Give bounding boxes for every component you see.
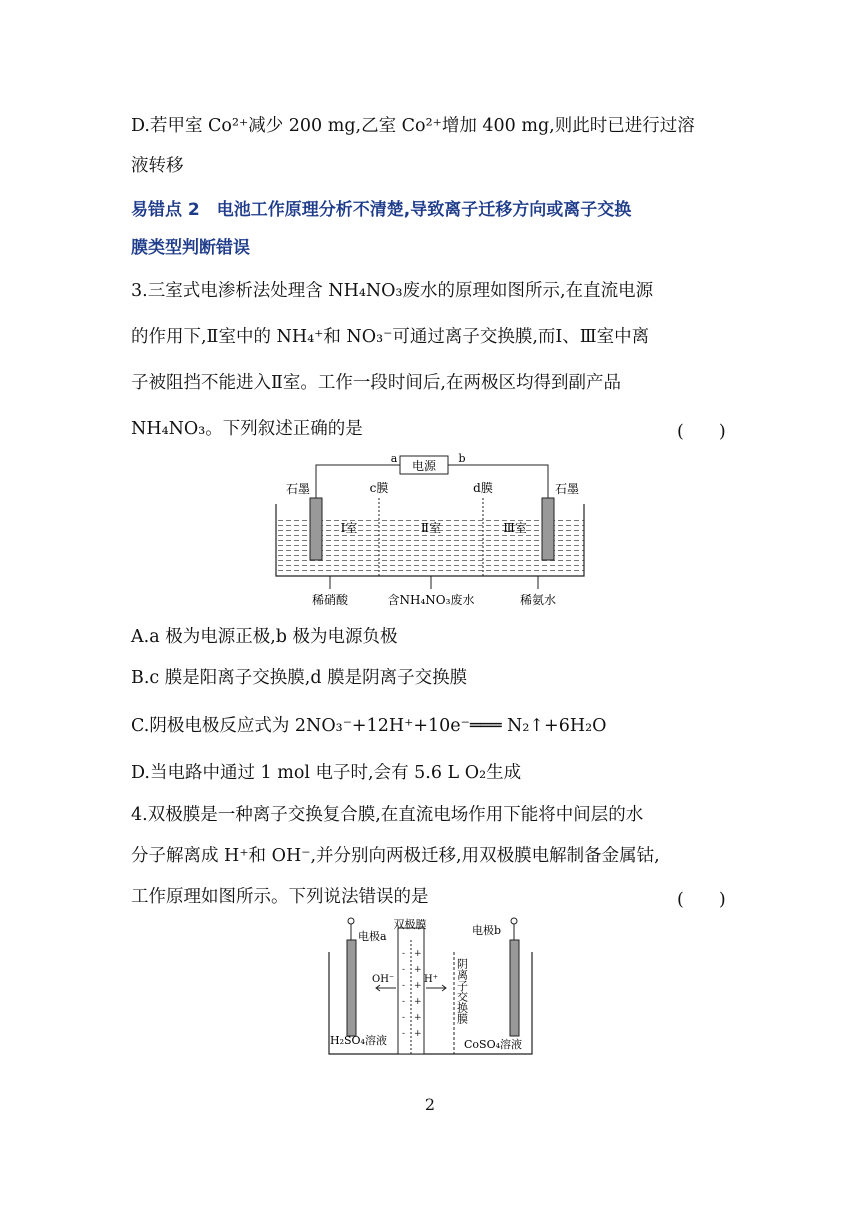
q4-answer-paren: ( ) [677, 890, 726, 910]
room-3-label: Ⅲ室 [503, 521, 527, 535]
room-2-label: Ⅱ室 [420, 521, 442, 535]
terminal-a-label: a [390, 452, 398, 465]
svg-text:+: + [414, 1013, 422, 1023]
dilute-ammonia-label: 稀氨水 [519, 593, 557, 607]
q4-stem-line2: 分子解离成 H⁺和 OH⁻,并分别向两极迁移,用双极膜电解制备金属钴, [131, 846, 660, 866]
right-graphite-label: 石墨 [554, 482, 580, 496]
svg-text:+: + [414, 981, 422, 991]
hydrogen-ion-label: H⁺ [424, 974, 438, 985]
tip-heading-line2: 膜类型判断错误 [131, 238, 250, 258]
q3-stem-line1: 3.三室式电渗析法处理含 NH₄NO₃废水的原理如图所示,在直流电源 [131, 281, 654, 301]
power-source-label: 电源 [411, 459, 437, 473]
tip-heading-line1: 易错点 2 电池工作原理分析不清楚,导致离子迁移方向或离子交换 [131, 200, 632, 220]
q3-option-d: D.当电路中通过 1 mol 电子时,会有 5.6 L O₂生成 [131, 763, 522, 783]
q3-stem-line2: 的作用下,Ⅱ室中的 NH₄⁺和 NO₃⁻可通过离子交换膜,而Ⅰ、Ⅲ室中离 [131, 327, 650, 347]
d-membrane-label: d膜 [473, 481, 493, 495]
electrode-a-label: 电极a [358, 930, 387, 943]
anion-exchange-membrane-label: 阴离子交换膜 [455, 958, 469, 1024]
q3-stem-line4: NH₄NO₃。下列叙述正确的是 [131, 419, 363, 439]
terminal-b-label: b [458, 452, 466, 465]
q3-option-c: C.阴极电极反应式为 2NO₃⁻+12H⁺+10e⁻═══ N₂↑+6H₂O [131, 716, 607, 736]
wastewater-label: 含NH₄NO₃废水 [387, 593, 475, 607]
page-number: 2 [424, 1095, 436, 1114]
svg-text:+: + [414, 949, 422, 959]
electrode-b-label: 电极b [472, 924, 502, 937]
q3-electrodialysis-figure [270, 448, 590, 612]
svg-text:+: + [414, 997, 422, 1007]
c-membrane-label: c膜 [369, 481, 389, 495]
svg-text:-: - [402, 949, 406, 959]
q3-option-a: A.a 极为电源正极,b 极为电源负极 [131, 627, 398, 647]
svg-text:-: - [402, 1013, 406, 1023]
hydroxide-ion-label: OH⁻ [372, 974, 395, 985]
left-graphite-label: 石墨 [285, 482, 311, 496]
q4-stem-line1: 4.双极膜是一种离子交换复合膜,在直流电场作用下能将中间层的水 [131, 805, 644, 825]
svg-text:-: - [402, 981, 406, 991]
sulfuric-acid-solution-label: H₂SO₄溶液 [330, 1034, 387, 1047]
svg-text:-: - [402, 1029, 406, 1039]
dilute-nitric-acid-label: 稀硝酸 [311, 593, 349, 607]
q3-option-b: B.c 膜是阳离子交换膜,d 膜是阴离子交换膜 [131, 668, 468, 688]
q2-option-d-line1: D.若甲室 Co²⁺减少 200 mg,乙室 Co²⁺增加 400 mg,则此时已进行过溶 [131, 116, 695, 136]
bipolar-membrane-label: 双极膜 [393, 918, 427, 931]
svg-text:+: + [414, 965, 422, 975]
svg-text:+: + [414, 1029, 422, 1039]
svg-text:-: - [402, 997, 406, 1007]
svg-text:-: - [402, 965, 406, 975]
room-1-label: Ⅰ室 [340, 521, 358, 535]
cobalt-sulfate-solution-label: CoSO₄溶液 [464, 1038, 523, 1051]
q2-option-d-line2: 液转移 [131, 156, 184, 176]
q4-stem-line3: 工作原理如图所示。下列说法错误的是 [131, 887, 429, 907]
q4-bipolar-membrane-figure [326, 914, 536, 1056]
q3-answer-paren: ( ) [677, 422, 726, 442]
q3-stem-line3: 子被阻挡不能进入Ⅱ室。工作一段时间后,在两极区均得到副产品 [131, 373, 621, 393]
